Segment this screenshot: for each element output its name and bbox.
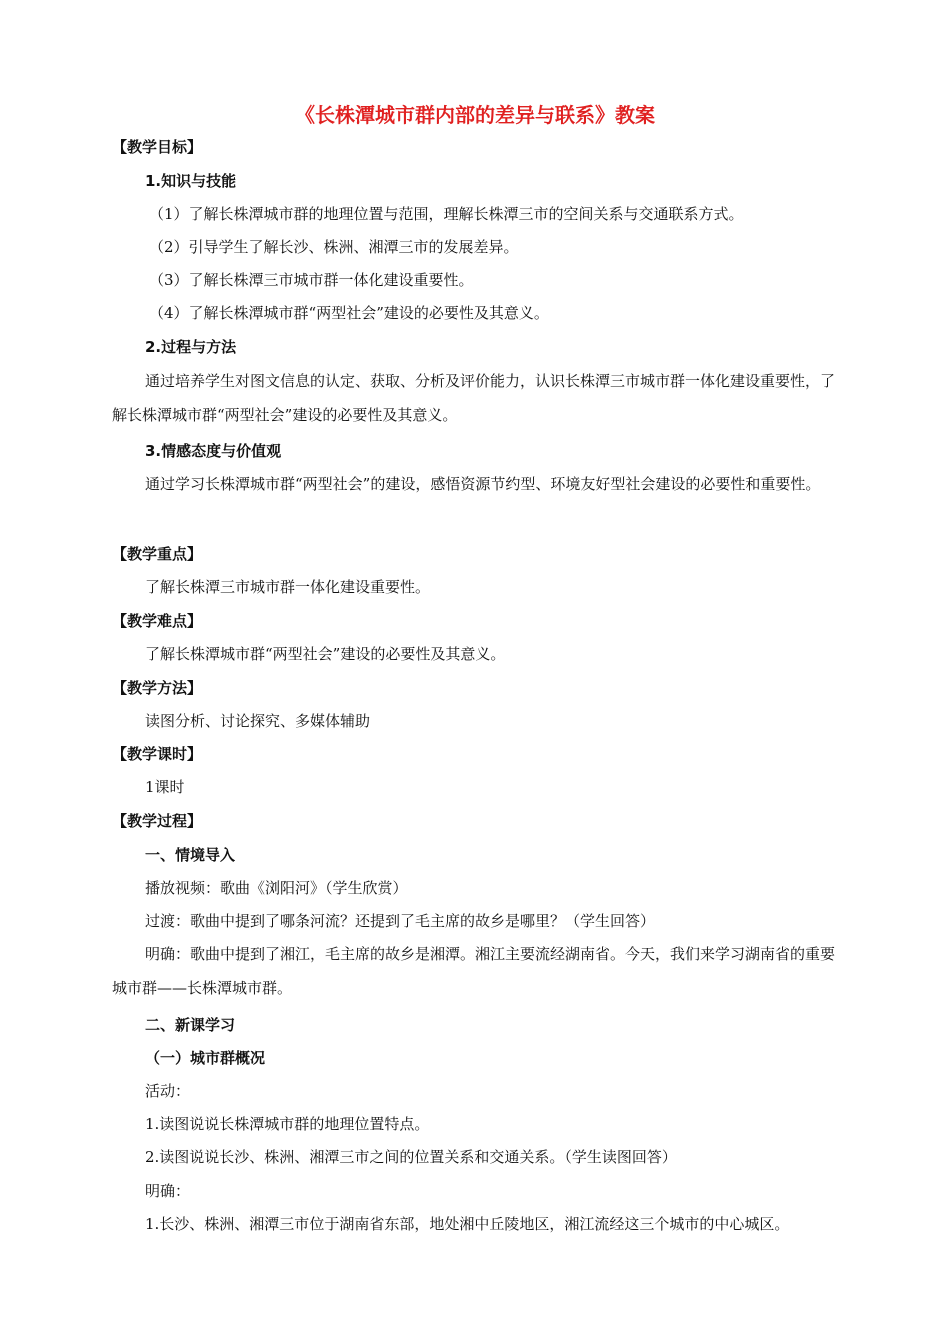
attitude-text: 通过学习长株潭城市群“两型社会”的建设，感悟资源节约型、环境友好型社会建设的必要性和重要性。 [145, 475, 821, 493]
key-point-text: 了解长株潭三市城市群一体化建设重要性。 [145, 578, 431, 596]
knowledge-item-1: （1）了解长株潭城市群的地理位置与范围，理解长株潭三市的空间关系与交通联系方式。 [149, 205, 744, 223]
intro-play: 播放视频：歌曲《浏阳河》（学生欣赏） [145, 879, 408, 897]
part1-heading: （一）城市群概况 [145, 1049, 266, 1067]
knowledge-item-4: （4）了解长株潭城市群“两型社会”建设的必要性及其意义。 [149, 304, 549, 322]
method-text: 读图分析、讨论探究、多媒体辅助 [145, 712, 371, 730]
hours-heading: 【教学课时】 [112, 745, 203, 763]
document-title: 《长株潭城市群内部的差异与联系》教案 [295, 103, 655, 127]
intro-clarify: 明确：歌曲中提到了湘江，毛主席的故乡是湘潭。湘江主要流经湖南省。今天，我们来学习湖南省的重要城市群——长株潭城市群。 [112, 945, 836, 997]
method-heading: 【教学方法】 [112, 679, 203, 697]
knowledge-item-3: （3）了解长株潭三市城市群一体化建设重要性。 [149, 271, 474, 289]
clarify-label: 明确： [145, 1182, 191, 1200]
procedure-heading: 【教学过程】 [112, 812, 203, 830]
activity-item-2: 2.读图说说长沙、株洲、湘潭三市之间的位置关系和交通关系。（学生读图回答） [145, 1148, 677, 1166]
difficulty-text: 了解长株潭城市群“两型社会”建设的必要性及其意义。 [145, 645, 506, 663]
attitude-heading: 3.情感态度与价值观 [145, 442, 282, 460]
knowledge-heading: 1.知识与技能 [145, 172, 237, 190]
difficulty-heading: 【教学难点】 [112, 612, 203, 630]
clarify-item-1: 1.长沙、株洲、湘潭三市位于湖南省东部，地处湘中丘陵地区，湘江流经这三个城市的中心城区。 [145, 1215, 790, 1233]
intro-transition: 过渡：歌曲中提到了哪条河流？还提到了毛主席的故乡是哪里？（学生回答） [145, 912, 656, 930]
key-point-heading: 【教学重点】 [112, 545, 203, 563]
hours-text: 1课时 [145, 778, 185, 796]
knowledge-item-2: （2）引导学生了解长沙、株洲、湘潭三市的发展差异。 [149, 238, 519, 256]
activity-item-1: 1.读图说说长株潭城市群的地理位置特点。 [145, 1115, 430, 1133]
activity-label: 活动： [145, 1082, 191, 1100]
objectives-heading: 【教学目标】 [112, 138, 203, 156]
process-text: 通过培养学生对图文信息的认定、获取、分析及评价能力，认识长株潭三市城市群一体化建设重要性，了解长株潭城市群“两型社会”建设的必要性及其意义。 [112, 372, 836, 424]
new-lesson-heading: 二、新课学习 [145, 1016, 236, 1034]
intro-heading: 一、情境导入 [145, 846, 236, 864]
process-heading: 2.过程与方法 [145, 338, 237, 356]
